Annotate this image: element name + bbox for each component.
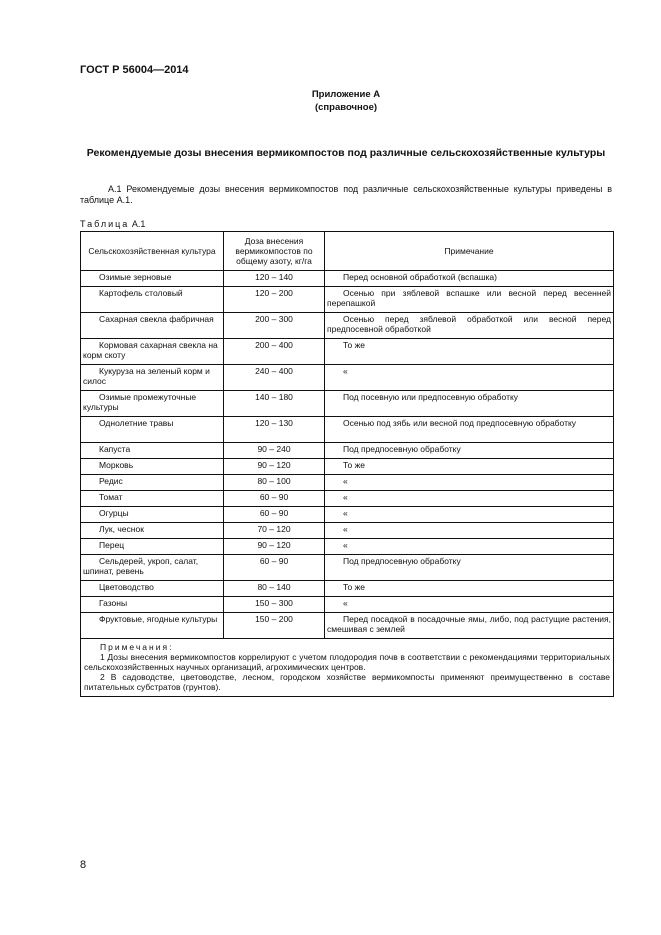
- cell-note: [325, 313, 614, 339]
- cell-crop-text: Однолетние травы: [99, 418, 174, 428]
- cell-dose: 140 – 180: [224, 391, 325, 417]
- standard-code: ГОСТ Р 56004—2014: [80, 64, 189, 76]
- table-row: [81, 475, 614, 491]
- note-item: 1 Дозы внесения вермикомпостов коррелируют с учетом плодородия почв в соответствии с рекомендациями территориальных сельскохозяйственных научных организаций, агрохимических центров.: [84, 652, 610, 672]
- cell-crop: [81, 613, 224, 639]
- table-notes-row: [81, 639, 614, 697]
- cell-crop: [81, 597, 224, 613]
- cell-note: [325, 443, 614, 459]
- cell-note-text: «: [343, 508, 348, 518]
- header-crop: Сельскохозяйственная культура: [81, 232, 224, 271]
- cell-note-text: То же: [343, 340, 366, 350]
- cell-dose: 150 – 300: [224, 597, 325, 613]
- cell-dose: 60 – 90: [224, 491, 325, 507]
- cell-crop-text: Капуста: [99, 444, 131, 454]
- cell-note: [325, 491, 614, 507]
- cell-note-text: «: [343, 540, 348, 550]
- cell-note: [325, 613, 614, 639]
- appendix-subtitle: (справочное): [314, 102, 378, 113]
- cell-note: [325, 475, 614, 491]
- cell-crop: [81, 507, 224, 523]
- table-row: [81, 523, 614, 539]
- cell-note-text: Под предпосевную обработку: [343, 444, 461, 454]
- cell-crop-text: Морковь: [99, 460, 134, 470]
- cell-crop-text: Озимые зерновые: [99, 272, 172, 282]
- cell-note-text: То же: [343, 582, 366, 592]
- cell-crop-text: Огурцы: [99, 508, 129, 518]
- cell-crop-text: Цветоводство: [99, 582, 154, 592]
- table-row: [81, 417, 614, 443]
- cell-dose: 120 – 200: [224, 287, 325, 313]
- table-notes: [81, 639, 614, 697]
- cell-crop: [81, 523, 224, 539]
- table-row: [81, 581, 614, 597]
- table-caption-label: Таблица: [80, 219, 130, 229]
- cell-note: [325, 339, 614, 365]
- cell-dose: 240 – 400: [224, 365, 325, 391]
- cell-dose: 80 – 100: [224, 475, 325, 491]
- table-header-row: [81, 232, 614, 271]
- cell-dose: 70 – 120: [224, 523, 325, 539]
- cell-crop: [81, 339, 224, 365]
- table-caption-number: А.1: [131, 219, 146, 229]
- cell-dose: 90 – 240: [224, 443, 325, 459]
- cell-crop-text: Сельдерей, укроп, салат, шпинат, ревень: [83, 556, 199, 576]
- cell-note-text: То же: [343, 460, 366, 470]
- cell-note: [325, 365, 614, 391]
- cell-dose: 120 – 140: [224, 271, 325, 287]
- cell-note-text: «: [343, 492, 348, 502]
- cell-crop-text: Редис: [99, 476, 123, 486]
- cell-note-text: Под предпосевную обработку: [343, 556, 461, 566]
- cell-note: [325, 417, 614, 443]
- table-row: [81, 339, 614, 365]
- cell-note-text: Под посевную или предпосевную обработку: [343, 392, 519, 402]
- header-dose: Доза внесения вермикомпостов по общему азоту, кг/га: [224, 232, 325, 271]
- cell-dose: 120 – 130: [224, 417, 325, 443]
- table-row: [81, 313, 614, 339]
- cell-note: [325, 539, 614, 555]
- header-note: Примечание: [325, 232, 614, 271]
- table-row: [81, 555, 614, 581]
- cell-note: [325, 523, 614, 539]
- intro-paragraph: А.1 Рекомендуемые дозы внесения вермикомпостов под различные сельскохозяйственные культуры приведены в таблице А.1.: [80, 184, 612, 205]
- cell-crop: [81, 443, 224, 459]
- cell-crop-text: Картофель столовый: [99, 288, 183, 298]
- cell-dose: 90 – 120: [224, 459, 325, 475]
- cell-crop: [81, 555, 224, 581]
- cell-dose: 200 – 300: [224, 313, 325, 339]
- table-row: [81, 597, 614, 613]
- table-caption: [80, 219, 145, 229]
- cell-crop: [81, 313, 224, 339]
- cell-note: [325, 271, 614, 287]
- section-title: Рекомендуемые дозы внесения вермикомпостов под различные сельскохозяйственные культуры: [86, 147, 606, 159]
- cell-dose: 60 – 90: [224, 507, 325, 523]
- cell-crop-text: Сахарная свекла фабричная: [99, 314, 214, 324]
- page-number: 8: [80, 859, 87, 871]
- cell-note-text: Осенью при зяблевой вспашке или весной перед весенней перепашкой: [327, 288, 611, 308]
- cell-note-text: «: [343, 598, 348, 608]
- cell-crop-text: Фруктовые, ягодные культуры: [99, 614, 218, 624]
- table-row: [81, 613, 614, 639]
- notes-title: Примечания:: [100, 642, 174, 652]
- cell-note-text: Перед основной обработкой (вспашка): [343, 272, 497, 282]
- cell-crop-text: Томат: [99, 492, 123, 502]
- cell-crop: [81, 287, 224, 313]
- table-row: [81, 459, 614, 475]
- appendix-heading: [80, 88, 612, 114]
- cell-note-text: «: [343, 366, 348, 376]
- table-row: [81, 365, 614, 391]
- cell-note: [325, 391, 614, 417]
- appendix-title: Приложение А: [311, 89, 381, 100]
- cell-crop-text: Лук, чеснок: [99, 524, 144, 534]
- dosage-table: [80, 231, 614, 697]
- cell-note-text: Осенью перед зяблевой обработкой или весной перед предпосевной обработкой: [327, 314, 611, 334]
- note-item: 2 В садоводстве, цветоводстве, лесном, городском хозяйстве вермикомпосты применяют преимущественно в составе питательных субстратов (грунтов).: [84, 672, 610, 692]
- cell-crop: [81, 391, 224, 417]
- table-row: [81, 271, 614, 287]
- cell-crop-text: Озимые промежуточные культуры: [83, 392, 197, 412]
- table-row: [81, 507, 614, 523]
- table-row: [81, 391, 614, 417]
- cell-crop: [81, 271, 224, 287]
- cell-crop-text: Перец: [99, 540, 125, 550]
- table-row: [81, 287, 614, 313]
- table-row: [81, 443, 614, 459]
- cell-note: [325, 555, 614, 581]
- cell-crop: [81, 475, 224, 491]
- cell-dose: 80 – 140: [224, 581, 325, 597]
- cell-note: [325, 581, 614, 597]
- cell-crop: [81, 491, 224, 507]
- cell-note: [325, 597, 614, 613]
- cell-crop-text: Газоны: [99, 598, 128, 608]
- cell-dose: 60 – 90: [224, 555, 325, 581]
- cell-note-text: Перед посадкой в посадочные ямы, либо, под растущие растения, смешивая с землей: [327, 614, 611, 634]
- cell-dose: 90 – 120: [224, 539, 325, 555]
- cell-note-text: Осенью под зябь или весной под предпосевную обработку: [343, 418, 577, 428]
- cell-dose: 150 – 200: [224, 613, 325, 639]
- cell-note: [325, 459, 614, 475]
- cell-crop-text: Кормовая сахарная свекла на корм скоту: [83, 340, 218, 360]
- cell-note: [325, 287, 614, 313]
- cell-crop: [81, 417, 224, 443]
- cell-crop: [81, 459, 224, 475]
- cell-crop: [81, 365, 224, 391]
- cell-note: [325, 507, 614, 523]
- cell-crop: [81, 581, 224, 597]
- cell-crop-text: Кукуруза на зеленый корм и силос: [83, 366, 210, 386]
- table-row: [81, 491, 614, 507]
- cell-dose: 200 – 400: [224, 339, 325, 365]
- cell-note-text: «: [343, 476, 348, 486]
- cell-note-text: «: [343, 524, 348, 534]
- table-row: [81, 539, 614, 555]
- cell-crop: [81, 539, 224, 555]
